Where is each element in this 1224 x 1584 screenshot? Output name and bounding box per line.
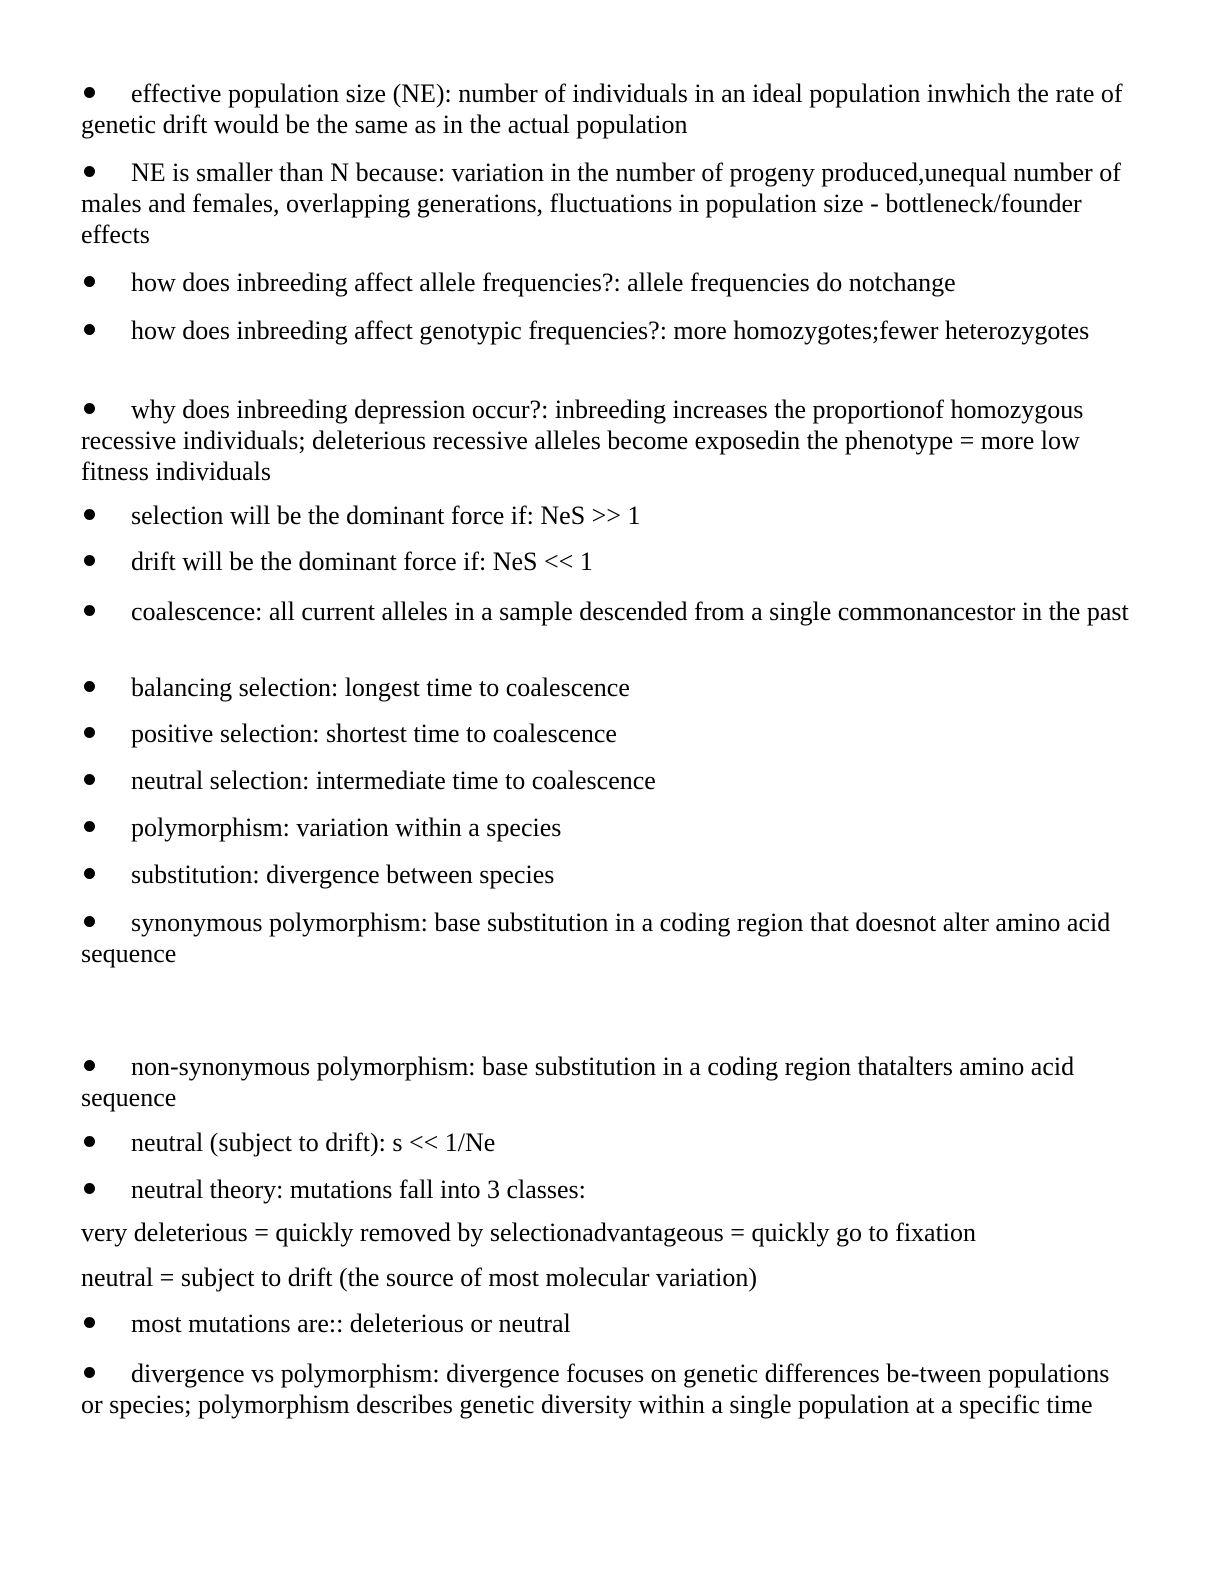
list-item-text: neutral theory: mutations fall into 3 classes: [131,1175,586,1204]
bullet-icon [84,555,95,566]
paragraph-text: neutral = subject to drift (the source of most molecular variation) [81,1263,757,1292]
list-item-substitution [81,859,1133,890]
list-item-text: effective population size (NE): number of individuals in an ideal population inwhich the rate of genetic drift would be the same as in the actual population [81,79,1123,139]
bullet-icon [84,1367,95,1378]
list-item-text: NE is smaller than N because: variation in the number of progeny produced,unequal number of males and females, overlapping generations, fluctuations in population size - bottleneck/founder effects [81,158,1121,249]
bullet-icon [84,166,95,177]
paragraph-text: very deleterious = quickly removed by selectionadvantageous = quickly go to fixation [81,1218,977,1247]
list-item-synonymous [81,907,1133,969]
paragraph-neutral-drift [81,1262,1133,1293]
list-item-text: divergence vs polymorphism: divergence focuses on genetic differences be-tween populations or species; polymorphism describes genetic diversity within a single population at a specific time [81,1359,1110,1419]
bullet-icon [84,868,95,879]
list-item-text: neutral selection: intermediate time to coalescence [131,766,656,795]
list-item-balancing-selection [81,672,1133,703]
list-item-text: selection will be the dominant force if: NeS >> 1 [131,501,641,530]
list-item-text: non-synonymous polymorphism: base substitution in a coding region thatalters amino acid sequence [81,1052,1075,1112]
bullet-icon [84,276,95,287]
bullet-icon [84,916,95,927]
list-item-text: most mutations are:: deleterious or neutral [131,1309,571,1338]
list-item-text: balancing selection: longest time to coalescence [131,673,630,702]
bullet-icon [84,774,95,785]
list-item-text: substitution: divergence between species [131,860,555,889]
bullet-icon [84,1060,95,1071]
bullet-icon [84,509,95,520]
list-item-neutral-theory [81,1174,1133,1205]
list-item-text: positive selection: shortest time to coalescence [131,719,617,748]
list-item-text: how does inbreeding affect genotypic frequencies?: more homozygotes;fewer heterozygotes [131,316,1090,345]
bullet-icon [84,1183,95,1194]
bullet-icon [84,821,95,832]
list-item-text: why does inbreeding depression occur?: inbreeding increases the proportionof homozygous recessive individuals; deleterious recessive alleles become exposedin the phenotype = more low fitness individuals [81,395,1084,486]
list-item-text: how does inbreeding affect allele frequencies?: allele frequencies do notchange [131,268,956,297]
list-item-non-synonymous [81,1051,1133,1113]
list-item-selection-dominant [81,500,1133,531]
bullet-icon [84,1136,95,1147]
paragraph-very-deleterious [81,1217,1133,1248]
list-item-most-mutations [81,1308,1133,1339]
bullet-icon [84,727,95,738]
bullet-icon [84,681,95,692]
bullet-icon [84,403,95,414]
list-item-positive-selection [81,718,1133,749]
bullet-icon [84,87,95,98]
list-item-neutral-selection [81,765,1133,796]
list-item-text: drift will be the dominant force if: NeS << 1 [131,547,593,576]
list-item-divergence-vs-polymorphism [81,1358,1133,1420]
list-item-text: neutral (subject to drift): s << 1/Ne [131,1128,496,1157]
list-item-text: coalescence: all current alleles in a sample descended from a single commonancestor in the past [131,597,1129,626]
list-item-drift-dominant [81,546,1133,577]
list-item-neutral-drift [81,1127,1133,1158]
list-item-inbreeding-depression [81,394,1133,487]
list-item-polymorphism [81,812,1133,843]
list-item-inbreeding-allele [81,267,1133,298]
bullet-icon [84,605,95,616]
bullet-icon [84,324,95,335]
list-item-ne-smaller [81,157,1133,250]
list-item-text: synonymous polymorphism: base substitution in a coding region that doesnot alter amino acid sequence [81,908,1111,968]
list-item-effective-population-size [81,78,1133,140]
list-item-inbreeding-genotypic [81,315,1133,346]
list-item-coalescence [81,596,1133,627]
bullet-icon [84,1317,95,1328]
list-item-text: polymorphism: variation within a species [131,813,562,842]
